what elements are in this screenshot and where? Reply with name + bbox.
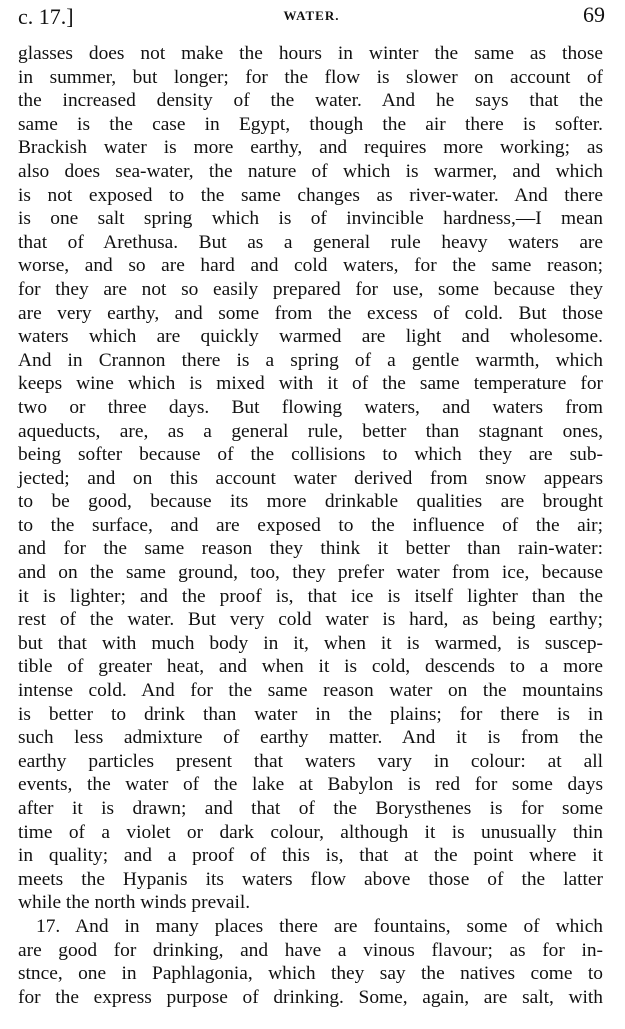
text-line: such less admixture of earthy matter. And it is from the [18,727,603,749]
running-header [18,2,605,32]
text-line: is one salt spring which is of invincible hardness,—I mean [18,208,603,230]
text-line: rest of the water. But very cold water is hard, as being earthy; [18,609,603,631]
text-line: to the surface, and are exposed to the influence of the air; [18,514,603,536]
page-number: 69 [583,2,605,27]
text-line: it is lighter; and the proof is, that ice is itself lighter than the [18,585,603,607]
chapter-marker: c. 17.] [18,4,74,29]
text-line: is better to drink than water in the plains; for there is in [18,703,603,725]
text-line: jected; and on this account water derived from snow appears [18,467,603,489]
text-line: intense cold. And for the same reason water on the mountains [18,680,603,702]
text-line: Brackish water is more earthy, and requires more working; as [18,137,603,159]
text-line: stnce, one in Paphlagonia, which they say the natives come to [18,963,603,985]
running-title: WATER. [283,8,340,23]
text-line: that of Arethusa. But as a general rule heavy waters are [18,231,603,253]
text-line: waters which are quickly warmed are light and wholesome. [18,326,603,348]
text-line: are good for drinking, and have a vinous flavour; as for in- [18,939,603,961]
text-line: while the north winds prevail. [18,892,251,914]
body-text [18,42,603,1009]
text-line: also does sea-water, the nature of which is warmer, and which [18,160,603,182]
text-line: for they are not so easily prepared for use, some because they [18,278,603,300]
text-line: are very earthy, and some from the excess of cold. But those [18,302,603,324]
text-line: time of a violet or dark colour, although it is unusually thin [18,821,603,843]
text-line: and for the same reason they think it better than rain-water: [18,538,603,560]
text-line: in quality; and a proof of this is, that at the point where it [18,845,603,867]
text-line: 17. And in many places there are fountains, some of which [36,915,603,937]
text-line: to be good, because its more drinkable qualities are brought [18,491,603,513]
text-line: tible of greater heat, and when it is cold, descends to a more [18,656,603,678]
text-line: after it is drawn; and that of the Borysthenes is for some [18,798,603,819]
text-line: events, the water of the lake at Babylon is red for some days [18,774,603,796]
text-line: in summer, but longer; for the flow is slower on account of [18,66,603,88]
text-line: is not exposed to the same changes as river-water. And there [18,184,603,206]
text-line: aqueducts, are, as a general rule, better than stagnant ones, [18,420,603,442]
text-line: the increased density of the water. And he says that the [18,90,603,112]
text-line: being softer because of the collisions to which they are sub- [18,444,603,466]
text-line: for the express purpose of drinking. Some, again, are salt, with [18,986,603,1008]
text-line: worse, and so are hard and cold waters, for the same reason; [18,255,603,277]
text-line: but that with much body in it, when it is warmed, is suscep- [18,632,603,654]
text-line: meets the Hypanis its waters flow above those of the latter [18,868,603,890]
text-line: glasses does not make the hours in winter the same as those [18,43,603,64]
text-line: keeps wine which is mixed with it of the same temperature for [18,373,603,395]
text-line: same is the case in Egypt, though the air there is softer. [18,113,603,135]
text-line: earthy particles present that waters vary in colour: at all [18,750,603,772]
text-line: two or three days. But flowing waters, and waters from [18,396,603,418]
text-line: and on the same ground, too, they prefer water from ice, because [18,562,603,584]
text-line: And in Crannon there is a spring of a gentle warmth, which [18,349,603,371]
